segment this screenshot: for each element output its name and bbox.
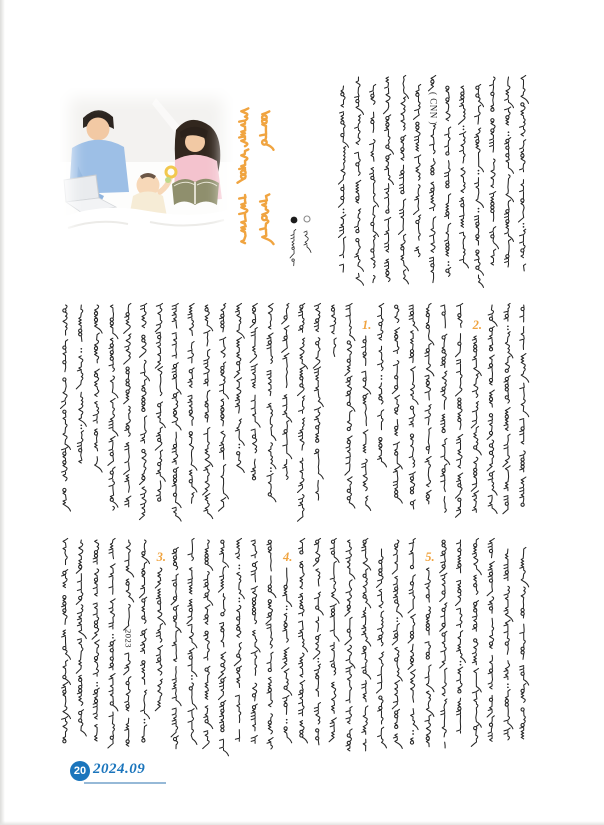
credit-lines — [290, 216, 311, 266]
section-number-2: 2. — [472, 318, 482, 332]
text-block-intro — [339, 75, 529, 287]
footer-underline — [84, 782, 166, 784]
page-number: 20 — [73, 765, 87, 777]
latin-fragment: 2023 — [123, 629, 134, 648]
text-block-sections-3-4-5 — [62, 538, 529, 755]
issue-date: 2024.09 — [93, 761, 146, 777]
section-number-3: 3. — [156, 550, 166, 564]
section-number-4: 4. — [283, 550, 293, 564]
section-number-5: 5. — [425, 550, 435, 564]
headline-script — [238, 108, 274, 244]
latin-fragment: ( CNN ) — [428, 92, 439, 125]
text-block-sections-1-2 — [61, 303, 529, 521]
section-number-1: 1. — [362, 318, 372, 332]
page-number-badge — [70, 761, 90, 781]
